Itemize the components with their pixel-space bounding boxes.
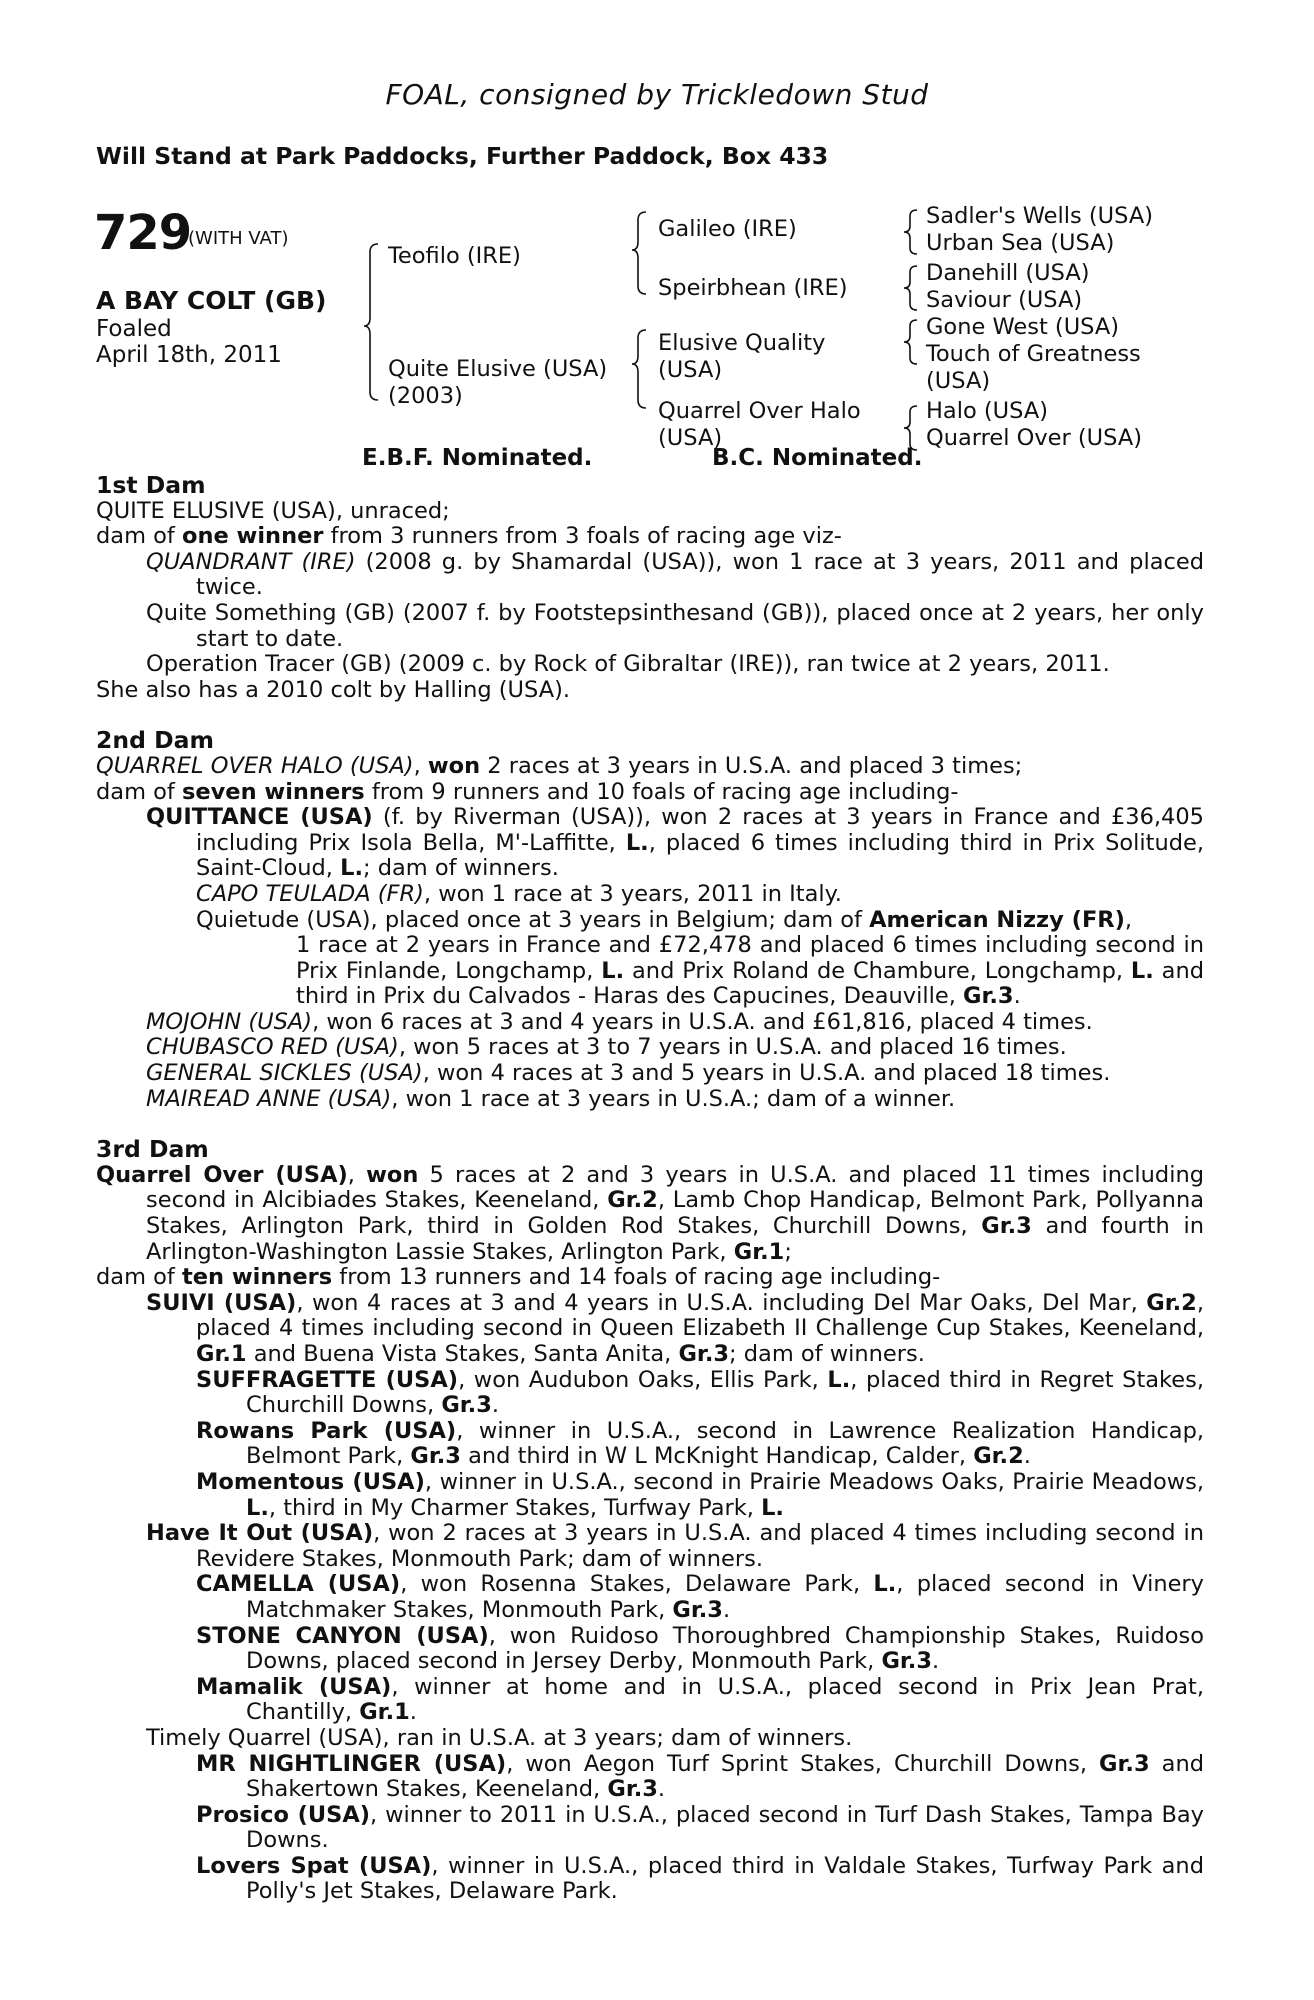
second-dam-intro: QUARREL OVER HALO (USA), won 2 races at 3 years in U.S.A. and placed 3 times; [96,752,1023,779]
foaled-label: Foaled [96,316,172,342]
progeny-entry: CAMELLA (USA), won Rosenna Stakes, Delaware Park, L., placed second in Vinery Matchmaker Stakes, Monmouth Park, Gr.3. [196,1571,1204,1623]
ancestor-sdd: Saviour (USA) [926,287,1083,313]
ebf-nominated: E.B.F. Nominated. [362,445,593,471]
dam-name: Quite Elusive (USA) [388,356,608,382]
ancestor-dsd-l2: (USA) [926,368,991,394]
first-dam-intro: QUITE ELUSIVE (USA), unraced; [96,497,450,524]
third-dam-heading: 3rd Dam [96,1135,209,1164]
dam-sire-l1: Elusive Quality [658,330,826,356]
vat-label: (WITH VAT) [188,228,289,249]
dam-dam-l1: Quarrel Over Halo [658,398,861,424]
ancestor-dss: Gone West (USA) [926,314,1120,340]
first-dam-produce: dam of one winner from 3 runners from 3 foals of racing age viz- [96,523,842,550]
dam-year: (2003) [388,383,463,409]
progeny-entry: Quietude (USA), placed once at 3 years in Belgium; dam of American Nizzy (FR), [196,906,1133,933]
progeny-entry: STONE CANYON (USA), won Ruidoso Thoroughbred Championship Stakes, Ruidoso Downs, placed second in Jersey Derby, Monmouth Park, Gr.3. [196,1622,1204,1675]
lot-number: 729 [94,205,192,261]
progeny-note: She also has a 2010 colt by Halling (USA). [96,676,571,703]
progeny-entry: SUFFRAGETTE (USA), won Audubon Oaks, Ellis Park, L., placed third in Regret Stakes, Churchill Downs, Gr.3. [196,1366,1205,1419]
catalogue-body [96,473,1204,1905]
progeny-entry: Operation Tracer (GB) (2009 c. by Rock of Gibraltar (IRE)), ran twice at 2 years, 2011. [146,651,1110,678]
progeny-entry: 1 race at 2 years in France and £72,478 and placed 6 times including second in Prix Finlande, Longchamp, L. and Prix Roland de Chambure, Longchamp, L. and third in Prix du Calvados - Haras des Capucines, Deauville, Gr.3. [296,932,1205,1010]
horse-description: A BAY COLT (GB) [96,286,327,315]
sire-dam: Speirbhean (IRE) [658,275,848,301]
progeny-entry: QUITTANCE (USA) (f. by Riverman (USA)), won 2 races at 3 years in France and £36,405 including Prix Isola Bella, M'-Laffitte, L., placed 6 times including third in Prix Solitude, Saint-Cloud, L.; dam of winners. [146,804,1204,882]
progeny-entry: Prosico (USA), winner to 2011 in U.S.A., placed second in Turf Dash Stakes, Tampa Bay Downs. [196,1801,1204,1854]
first-dam-heading: 1st Dam [96,471,206,499]
progeny-entry: CAPO TEULADA (FR), won 1 race at 3 years, 2011 in Italy. [196,880,842,907]
page-title: FOAL, consigned by Trickledown Stud [385,78,929,111]
foaled-date: April 18th, 2011 [96,342,282,368]
progeny-entry: GENERAL SICKLES (USA), won 4 races at 3 and 5 years in U.S.A. and placed 18 times. [146,1060,1111,1087]
progeny-entry: MR NIGHTLINGER (USA), won Aegon Turf Sprint Stakes, Churchill Downs, Gr.3 and Shakertown Stakes, Keeneland, Gr.3. [196,1750,1204,1803]
sire: Teofilo (IRE) [388,243,521,269]
progeny-entry: Quite Something (GB) (2007 f. by Footstepsinthesand (GB)), placed once at 2 years, her only start to date. [146,599,1204,652]
stand-location: Will Stand at Park Paddocks, Further Paddock, Box 433 [96,142,829,170]
third-dam-intro: Quarrel Over (USA), won 5 races at 2 and 3 years in U.S.A. and placed 11 times including second in Alcibiades Stakes, Keeneland, Gr.2, Lamb Chop Handicap, Belmont Park, Pollyanna Stakes, Arlington Park, third in Golden Rod Stakes, Churchill Downs, Gr.3 and fourth in Arlington-Washington Lassie Stakes, Arlington Park, Gr.1; [96,1161,1205,1265]
progeny-entry: Rowans Park (USA), winner in U.S.A., second in Lawrence Realization Handicap, Belmont Park, Gr.3 and third in W L McKnight Handicap, Calder, Gr.2. [196,1417,1204,1470]
progeny-entry: MAIREAD ANNE (USA), won 1 race at 3 years in U.S.A.; dam of a winner. [146,1085,956,1112]
progeny-entry: CHUBASCO RED (USA), won 5 races at 3 to 7 years in U.S.A. and placed 16 times. [146,1034,1067,1061]
second-dam-heading: 2nd Dam [96,726,214,755]
progeny-entry: SUIVI (USA), won 4 races at 3 and 4 years in U.S.A. including Del Mar Oaks, Del Mar, Gr.2, placed 4 times including second in Queen Elizabeth II Challenge Cup Stakes, Keeneland, Gr.1 and Buena Vista Stakes, Santa Anita, Gr.3; dam of winners. [146,1289,1204,1367]
ancestor-ddd: Quarrel Over (USA) [926,425,1143,451]
ancestor-dsd-l1: Touch of Greatness [926,341,1141,367]
ancestor-sss: Sadler's Wells (USA) [926,203,1154,229]
ancestor-dds: Halo (USA) [926,398,1048,424]
progeny-entry: QUANDRANT (IRE) (2008 g. by Shamardal (USA)), won 1 race at 3 years, 2011 and placed twice. [146,548,1204,601]
second-dam-produce: dam of seven winners from 9 runners and 10 foals of racing age including- [96,778,959,805]
progeny-entry: Have It Out (USA), won 2 races at 3 years in U.S.A. and placed 4 times including second in Revidere Stakes, Monmouth Park; dam of winners. [146,1520,1204,1572]
dam-dam-l2: (USA) [658,425,723,451]
progeny-entry: Momentous (USA), winner in U.S.A., second in Prairie Meadows Oaks, Prairie Meadows, L., third in My Charmer Stakes, Turfway Park, L. [196,1468,1205,1521]
ancestor-sds: Danehill (USA) [926,260,1090,286]
third-dam-produce: dam of ten winners from 13 runners and 14 foals of racing age including- [96,1264,941,1291]
progeny-entry: Mamalik (USA), winner at home and in U.S.A., placed second in Prix Jean Prat, Chantilly, Gr.1. [196,1673,1204,1726]
progeny-entry: Timely Quarrel (USA), ran in U.S.A. at 3 years; dam of winners. [146,1724,853,1751]
progeny-entry: Lovers Spat (USA), winner in U.S.A., placed third in Valdale Stakes, Turfway Park and Polly's Jet Stakes, Delaware Park. [196,1852,1204,1905]
ancestor-ssd: Urban Sea (USA) [926,230,1115,256]
bc-nominated: B.C. Nominated. [712,445,923,471]
sire-sire: Galileo (IRE) [658,216,797,242]
dam-sire-l2: (USA) [658,357,723,383]
progeny-entry: MOJOHN (USA), won 6 races at 3 and 4 years in U.S.A. and £61,816, placed 4 times. [146,1008,1093,1035]
